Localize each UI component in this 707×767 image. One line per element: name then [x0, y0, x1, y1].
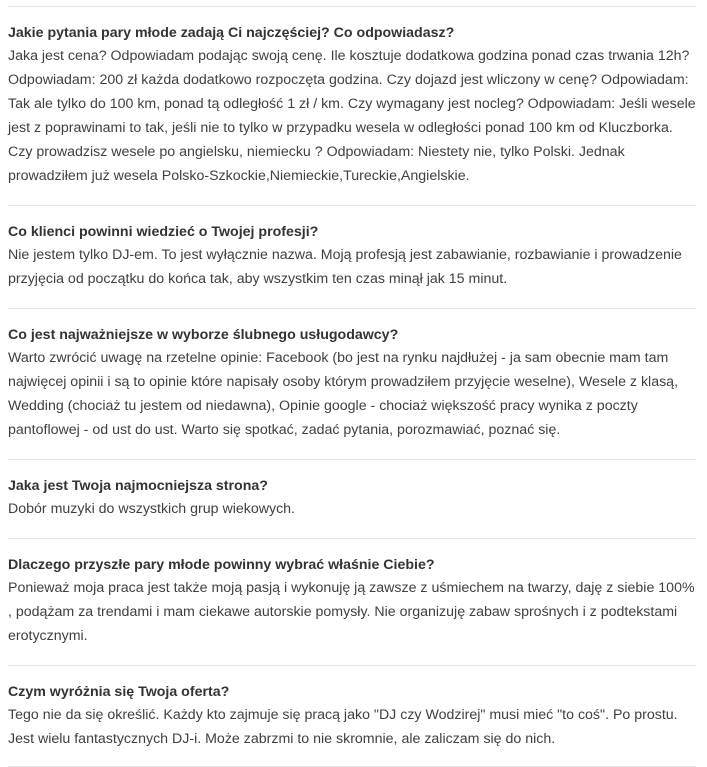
faq-answer: Jaka jest cena? Odpowiadam podając swoją cenę. Ile kosztuje dodatkowa godzina ponad czas trwania 12h? Odpowiadam: 200 zł każda dodatkowo rozpoczęta godzina. Czy dojazd jest wliczony w cenę? Odpowiadam: Tak ale tylko do 100 km, ponad tą odległość 1 zł / km. Czy wymagany jest nocleg? Odpowiadam: Jeśli wesele jest z poprawinami to tak, jeśli nie to tylko w przypadku wesela w odległości ponad 100 km od Kluczborka. Czy prowadzisz wesele po angielsku, niemiecku ? Odpowiadam: Niestety nie, tylko Polski. Jednak prowadziłem już wesela Polsko-Szkockie,Niemieckie,Tureckie,Angielskie.: [8, 48, 696, 184]
faq-item: [8, 308, 696, 459]
faq-answer: Tego nie da się określić. Każdy kto zajmuje się pracą jako "DJ czy Wodzirej" musi mieć "to coś". Po prostu. Jest wielu fantastycznych DJ-i. Może zabrzmi to nie skromnie, ale zaliczam się do nich.: [8, 707, 678, 747]
faq-question: Jakie pytania pary młode zadają Ci najczęściej? Co odpowiadasz?: [8, 25, 455, 41]
faq-question: Co klienci powinni wiedzieć o Twojej profesji?: [8, 224, 319, 240]
faq-list: [8, 6, 696, 767]
faq-answer: Warto zwrócić uwagę na rzetelne opinie: Facebook (bo jest na rynku najdłużej - ja sam obecnie mam tam najwięcej opinii i są to opinie które napisały osoby którym prowadziłem przyjęcie weselne), Wesele z klasą, Wedding (chociaż tu jestem od niedawna), Opinie google - chociaż większość pracy wynika z poczty pantoflowej - od ust do ust. Warto się spotkać, zadać pytania, porozmawiać, poznać się.: [8, 350, 679, 438]
faq-item: [8, 6, 696, 205]
faq-item: [8, 205, 696, 308]
faq-question: Dlaczego przyszłe pary młode powinny wybrać właśnie Ciebie?: [8, 557, 435, 573]
faq-item: [8, 459, 696, 538]
faq-answer: Nie jestem tylko DJ-em. To jest wyłącznie nazwa. Moją profesją jest zabawianie, rozbawianie i prowadzenie przyjęcia od początku do końca tak, aby wszystkim ten czas minął jak 15 minut.: [8, 247, 682, 287]
faq-item: [8, 538, 696, 665]
faq-answer: Ponieważ moja praca jest także moją pasją i wykonuję ją zawsze z uśmiechem na twarzy, daję z siebie 100% , podążam za trendami i mam ciekawe autorskie pomysły. Nie organizuję zabaw sprośnych i z podtekstami erotycznymi.: [8, 580, 695, 644]
faq-answer: Dobór muzyki do wszystkich grup wiekowych.: [8, 501, 295, 517]
faq-item: [8, 665, 696, 767]
faq-question: Jaka jest Twoja najmocniejsza strona?: [8, 478, 268, 494]
faq-question: Co jest najważniejsze w wyborze ślubnego usługodawcy?: [8, 327, 399, 343]
faq-question: Czym wyróżnia się Twoja oferta?: [8, 684, 230, 700]
